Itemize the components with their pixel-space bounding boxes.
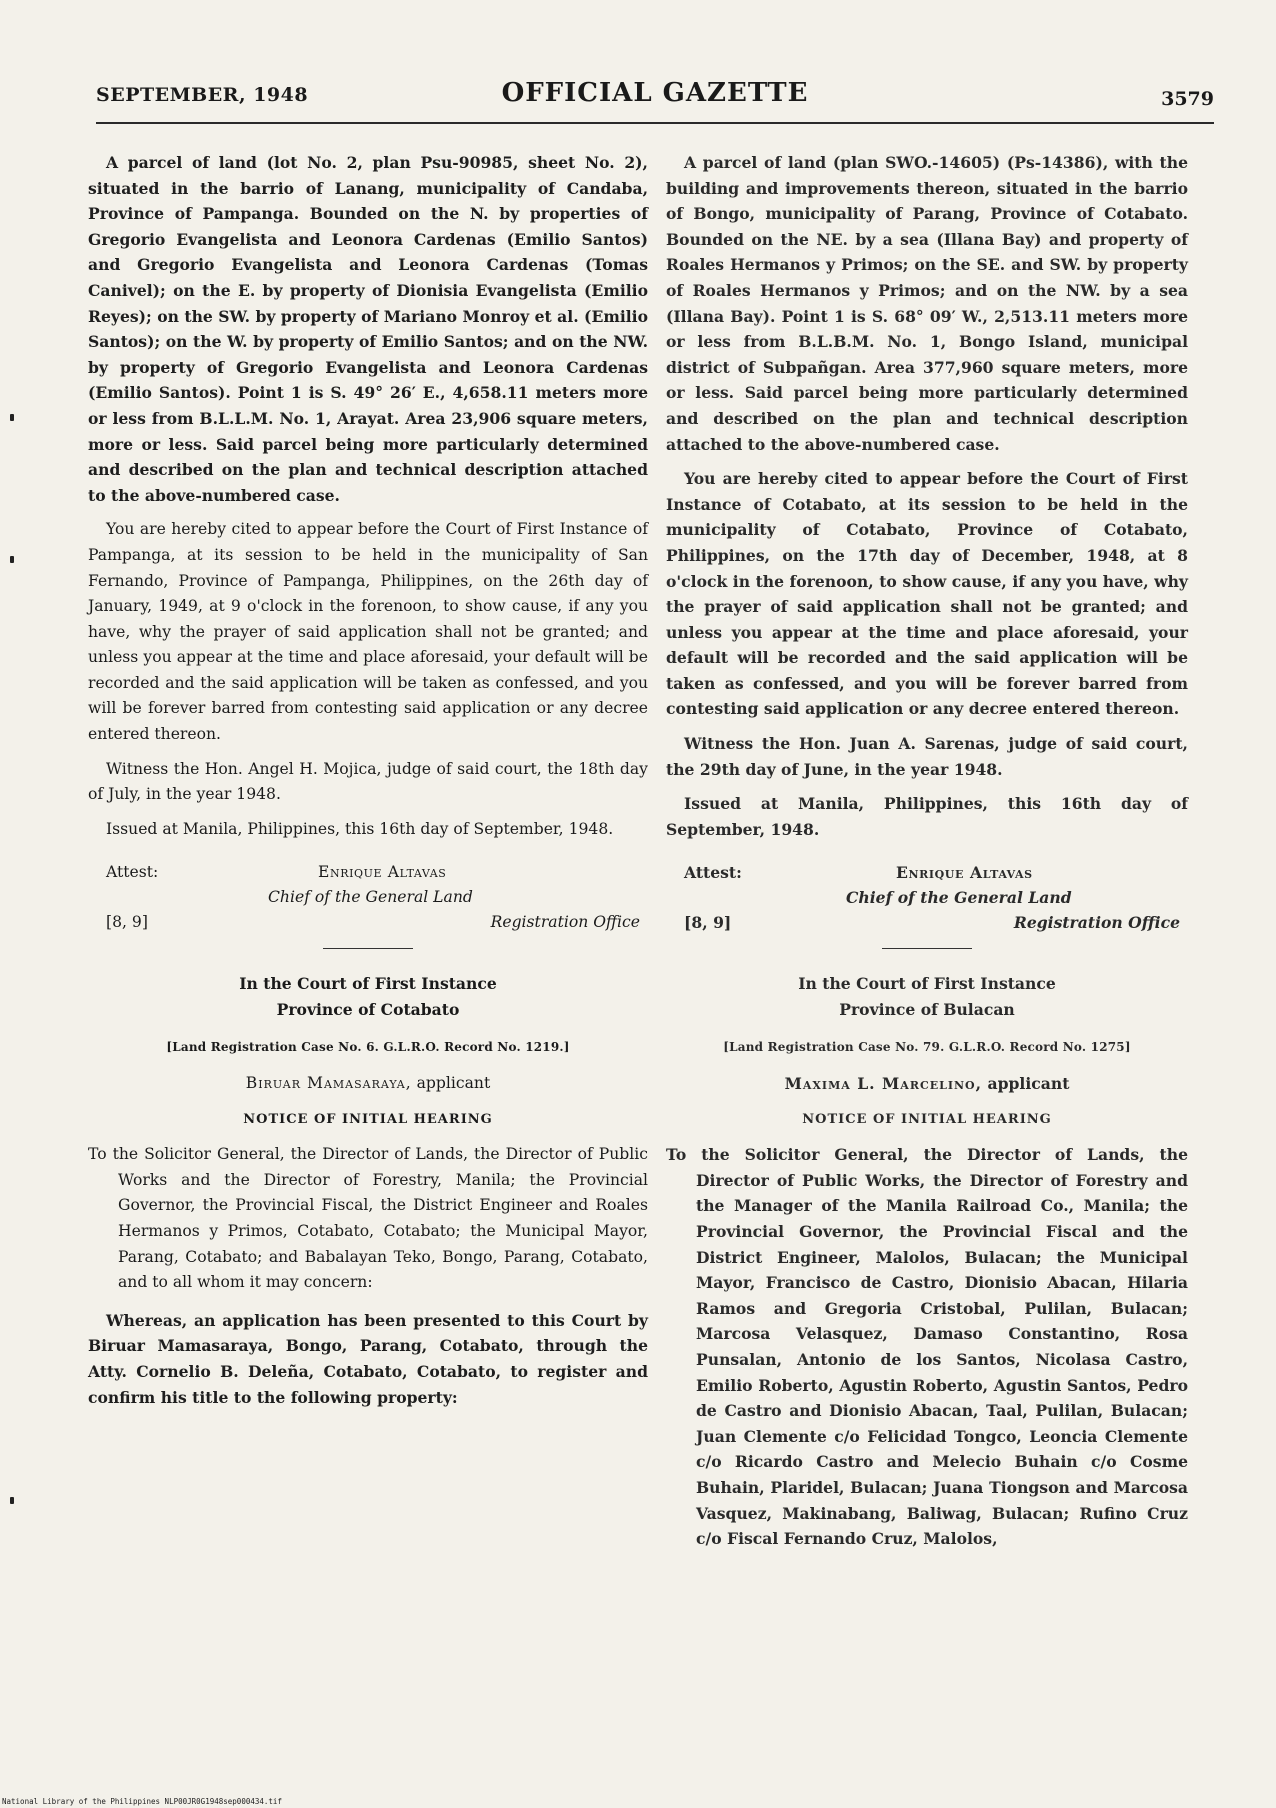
right-addressees: To the Solicitor General, the Director of Lands, the Director of Public Works, the Director of Forestry and the Manager of the Manila Railroad Co., Manila; the Provincial Governor, the Provincial Fiscal and the District Engineer, Malolos, Bulacan; the Municipal Mayor, Francisco de Castro, Dionisio Abacan, Hilaria Ramos and Gregoria Cristobal, Pulilan, Bulacan; Marcosa Velasquez, Damaso Constantino, Rosa Punsalan, Antonio de los Santos, Nicolasa Castro, Emilio Roberto, Agustin Roberto, Agustin Santos, Pedro de Castro and Dionisio Abacan, Taal, Pulilan, Bulacan; Juan Clemente c/o Felicidad Tongco, Leoncia Clemente c/o Ricardo Castro and Melecio Buhain c/o Cosme Buhain, Plaridel, Bulacan; Juana Tiongson and Marcosa Vasquez, Makinabang, Baliwag, Bulacan; Rufino Cruz c/o Fiscal Fernando Cruz, Malolos, xyxy=(666,1145,1188,1549)
right-citation-paragraph: You are hereby cited to appear before the Court of First Instance of Cotabato, at its session to be held in the municipality of Cotabato, Province of Cotabato, Philippines, on the 17th day of December, 1948, at 8 o'clock in the forenoon, to show cause, if any you have, why the prayer of said application shall not be granted; and unless you appear at the time and place aforesaid, your default will be recorded and the said application will be taken as confessed, and you will be forever barred from contesting said application or any decree entered thereon. xyxy=(666,469,1188,719)
right-court-heading xyxy=(666,971,1188,1023)
left-court-heading xyxy=(88,971,648,1023)
left-applicant xyxy=(88,1071,648,1097)
scan-mark xyxy=(10,556,14,563)
left-case-reference: [Land Registration Case No. 6. G.L.R.O. Record No. 1219.] xyxy=(166,1040,570,1055)
attest-title-line2: Registration Office xyxy=(1013,913,1180,933)
scan-mark xyxy=(10,1497,14,1504)
page-number: 3579 xyxy=(1161,88,1214,110)
attest-signatory: Enrique Altavas xyxy=(318,863,447,882)
attest-title-line2: Registration Office xyxy=(490,913,640,932)
left-addressees: To the Solicitor General, the Director of Lands, the Director of Public Works and the Director of Forestry, Manila; the Provincial Governor, the Provincial Fiscal, the District Engineer and Roales Hermanos y Primos, Cotabato, Cotabato; the Municipal Mayor, Parang, Cotabato; and Babalayan Teko, Bongo, Parang, Cotabato, and to all whom it may concern: xyxy=(88,1145,648,1292)
court-province: Province of Bulacan xyxy=(839,1000,1015,1020)
attest-title-line1: Chief of the General Land xyxy=(846,888,1072,908)
scan-footer: National Library of the Philippines NLP00JR0G1948sep000434.tif xyxy=(2,1797,282,1806)
court-province: Province of Cotabato xyxy=(276,1000,460,1020)
attest-label: Attest: xyxy=(684,863,742,883)
attest-issue-code: [8, 9] xyxy=(106,913,148,932)
left-whereas-paragraph: Whereas, an application has been presented to this Court by Biruar Mamasaraya, Bongo, Parang, Cotabato, through the Atty. Cornelio B. Deleña, Cotabato, Cotabato, to register and confirm his title to the following property: xyxy=(88,1310,648,1407)
applicant-name: Maxima L. Marcelino, xyxy=(784,1074,983,1094)
header-date: SEPTEMBER, 1948 xyxy=(96,84,309,106)
attest-signatory: Enrique Altavas xyxy=(896,863,1033,883)
scan-mark xyxy=(10,414,14,421)
right-notice-title: NOTICE OF INITIAL HEARING xyxy=(802,1111,1052,1127)
right-property-description: A parcel of land (plan SWO.-14605) (Ps-14386), with the building and improvements thereon, situated in the barrio of Bongo, municipality of Parang, Province of Cotabato. Bounded on the NE. by a sea (Illana Bay) and property of Roales Hermanos y Primos; on the SE. and SW. by property of Roales Hermanos y Primos; and on the NW. by a sea (Illana Bay). Point 1 is S. 68° 09′ W., 2,513.11 meters more or less from B.L.B.M. No. 1, Bongo Island, municipal district of Subpañgan. Area 377,960 square meters, more or less. Said parcel being more particularly determined and described on the plan and technical description attached to the above-numbered case. xyxy=(666,153,1188,454)
attest-title-line1: Chief of the General Land xyxy=(268,888,473,907)
attest-issue-code: [8, 9] xyxy=(684,913,732,933)
left-column xyxy=(88,150,648,1419)
page-header xyxy=(96,78,1214,124)
attest-label: Attest: xyxy=(106,863,159,882)
applicant-label: applicant xyxy=(987,1074,1070,1094)
left-attest-block xyxy=(88,860,648,938)
right-issued-paragraph: Issued at Manila, Philippines, this 16th day of September, 1948. xyxy=(666,794,1188,839)
court-name: In the Court of First Instance xyxy=(798,974,1056,994)
right-column xyxy=(666,150,1188,1564)
right-case-reference: [Land Registration Case No. 79. G.L.R.O. Record No. 1275] xyxy=(723,1040,1131,1055)
applicant-label: applicant xyxy=(416,1074,491,1093)
section-divider xyxy=(882,948,972,949)
left-witness-paragraph: Witness the Hon. Angel H. Mojica, judge of said court, the 18th day of July, in the year 1948. xyxy=(88,759,648,804)
court-name: In the Court of First Instance xyxy=(239,974,497,994)
header-title: OFFICIAL GAZETTE xyxy=(501,78,809,108)
right-attest-block xyxy=(666,860,1188,938)
left-citation-paragraph: You are hereby cited to appear before the Court of First Instance of Pampanga, at its session to be held in the municipality of San Fernando, Province of Pampanga, Philippines, on the 26th day of January, 1949, at 9 o'clock in the forenoon, to show cause, if any you have, why the prayer of said application shall not be granted; and unless you appear at the time and place aforesaid, your default will be recorded and the said application will be taken as confessed, and you will be forever barred from contesting said application or any decree entered thereon. xyxy=(88,520,648,744)
right-applicant xyxy=(666,1071,1188,1097)
applicant-name: Biruar Mamasaraya, xyxy=(245,1074,412,1093)
right-witness-paragraph: Witness the Hon. Juan A. Sarenas, judge of said court, the 29th day of June, in the year 1948. xyxy=(666,734,1188,779)
section-divider xyxy=(323,948,413,949)
left-issued-paragraph: Issued at Manila, Philippines, this 16th day of September, 1948. xyxy=(106,819,614,838)
left-notice-title: NOTICE OF INITIAL HEARING xyxy=(243,1111,493,1127)
left-property-description: A parcel of land (lot No. 2, plan Psu-90985, sheet No. 2), situated in the barrio of Lanang, municipality of Candaba, Province of Pampanga. Bounded on the N. by properties of Gregorio Evangelista and Leonora Cardenas (Emilio Santos) and Gregorio Evangelista and Leonora Cardenas (Tomas Canivel); on the E. by property of Dionisia Evangelista (Emilio Reyes); on the SW. by property of Mariano Monroy et al. (Emilio Santos); on the W. by property of Emilio Santos; and on the NW. by property of Gregorio Evangelista and Leonora Cardenas (Emilio Santos). Point 1 is S. 49° 26′ E., 4,658.11 meters more or less from B.L.L.M. No. 1, Arayat. Area 23,906 square meters, more or less. Said parcel being more particularly determined and described on the plan and technical description attached to the above-numbered case. xyxy=(88,153,648,505)
